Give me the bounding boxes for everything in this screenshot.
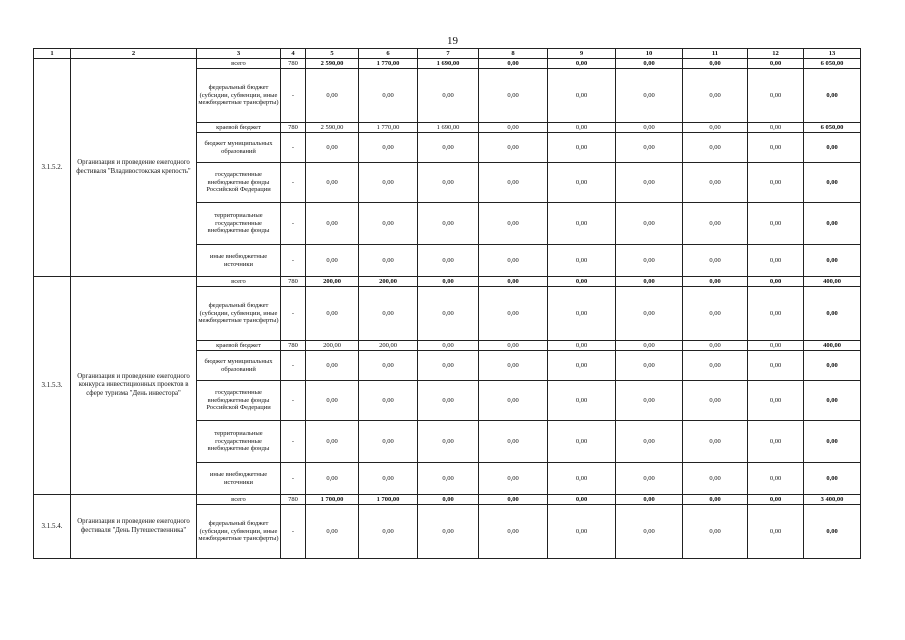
value-cell: 0,00 (616, 421, 683, 463)
column-header: 5 (306, 49, 359, 59)
item-name: Организация и проведение ежегодного фестиваля "День Путешественника" (71, 495, 197, 559)
value-cell: 0,00 (616, 245, 683, 277)
value-cell: 0,00 (683, 287, 748, 341)
value-cell: 0,00 (418, 133, 479, 163)
value-cell: 1 690,00 (418, 123, 479, 133)
column-header: 11 (683, 49, 748, 59)
value-cell: 0,00 (548, 203, 616, 245)
value-cell: 0,00 (748, 69, 804, 123)
funding-source: иные внебюджетные источники (197, 463, 281, 495)
value-cell: 2 590,00 (306, 59, 359, 69)
value-cell: 0,00 (359, 421, 418, 463)
value-cell: 0,00 (804, 69, 861, 123)
code-cell: - (281, 69, 306, 123)
item-code: 3.1.5.3. (34, 277, 71, 495)
value-cell: 0,00 (548, 133, 616, 163)
value-cell: 0,00 (616, 277, 683, 287)
value-cell: 0,00 (748, 59, 804, 69)
funding-source: государственные внебюджетные фонды Российской Федерации (197, 381, 281, 421)
column-header: 4 (281, 49, 306, 59)
value-cell: 0,00 (418, 163, 479, 203)
value-cell: 0,00 (748, 287, 804, 341)
value-cell: 0,00 (418, 505, 479, 559)
code-cell: 780 (281, 341, 306, 351)
value-cell: 200,00 (306, 277, 359, 287)
value-cell: 0,00 (616, 341, 683, 351)
column-header: 3 (197, 49, 281, 59)
value-cell: 0,00 (359, 351, 418, 381)
value-cell: 400,00 (804, 341, 861, 351)
value-cell: 0,00 (683, 203, 748, 245)
value-cell: 3 400,00 (804, 495, 861, 505)
value-cell: 1 770,00 (359, 59, 418, 69)
value-cell: 0,00 (418, 495, 479, 505)
funding-source: всего (197, 277, 281, 287)
value-cell: 0,00 (479, 421, 548, 463)
funding-source: государственные внебюджетные фонды Российской Федерации (197, 163, 281, 203)
value-cell: 0,00 (479, 123, 548, 133)
funding-source: федеральный бюджет (субсидии, субвенции, иные межбюджетные трансферты) (197, 69, 281, 123)
value-cell: 0,00 (548, 245, 616, 277)
code-cell: - (281, 421, 306, 463)
value-cell: 0,00 (804, 133, 861, 163)
value-cell: 0,00 (306, 163, 359, 203)
value-cell: 2 590,00 (306, 123, 359, 133)
value-cell: 0,00 (548, 123, 616, 133)
column-header: 1 (34, 49, 71, 59)
value-cell: 0,00 (748, 203, 804, 245)
value-cell: 0,00 (748, 245, 804, 277)
value-cell: 0,00 (616, 351, 683, 381)
value-cell: 0,00 (359, 381, 418, 421)
item-name: Организация и проведение ежегодного конкурса инвестиционных проектов в сфере туризма "День инвестора" (71, 277, 197, 495)
value-cell: 0,00 (683, 421, 748, 463)
funding-source: территориальные государственные внебюджетные фонды (197, 203, 281, 245)
value-cell: 0,00 (748, 277, 804, 287)
value-cell: 0,00 (359, 287, 418, 341)
column-header: 12 (748, 49, 804, 59)
funding-source: федеральный бюджет (субсидии, субвенции, иные межбюджетные трансферты) (197, 287, 281, 341)
value-cell: 0,00 (804, 463, 861, 495)
page-number: 19 (447, 35, 458, 47)
value-cell: 0,00 (548, 505, 616, 559)
value-cell: 0,00 (418, 421, 479, 463)
code-cell: 780 (281, 123, 306, 133)
value-cell: 0,00 (479, 463, 548, 495)
value-cell: 0,00 (804, 163, 861, 203)
value-cell: 0,00 (616, 495, 683, 505)
value-cell: 0,00 (616, 123, 683, 133)
item-code: 3.1.5.2. (34, 59, 71, 277)
column-header: 13 (804, 49, 861, 59)
value-cell: 0,00 (683, 133, 748, 163)
value-cell: 0,00 (748, 495, 804, 505)
value-cell: 0,00 (418, 245, 479, 277)
value-cell: 0,00 (616, 203, 683, 245)
value-cell: 200,00 (359, 277, 418, 287)
value-cell: 0,00 (548, 341, 616, 351)
value-cell: 0,00 (616, 59, 683, 69)
value-cell: 0,00 (748, 505, 804, 559)
value-cell: 0,00 (616, 133, 683, 163)
value-cell: 0,00 (306, 69, 359, 123)
value-cell: 0,00 (359, 203, 418, 245)
funding-source: всего (197, 495, 281, 505)
column-header: 9 (548, 49, 616, 59)
column-header: 10 (616, 49, 683, 59)
value-cell: 0,00 (306, 351, 359, 381)
value-cell: 0,00 (479, 351, 548, 381)
value-cell: 0,00 (479, 277, 548, 287)
value-cell: 0,00 (418, 287, 479, 341)
funding-source: краевой бюджет (197, 341, 281, 351)
code-cell: - (281, 163, 306, 203)
column-header: 8 (479, 49, 548, 59)
value-cell: 0,00 (683, 163, 748, 203)
value-cell: 0,00 (548, 69, 616, 123)
funding-source: бюджет муниципальных образований (197, 351, 281, 381)
value-cell: 0,00 (683, 69, 748, 123)
value-cell: 0,00 (479, 133, 548, 163)
value-cell: 0,00 (418, 463, 479, 495)
value-cell: 0,00 (748, 351, 804, 381)
code-cell: - (281, 381, 306, 421)
item-name: Организация и проведение ежегодного фестиваля "Владивостокская крепость" (71, 59, 197, 277)
value-cell: 0,00 (418, 203, 479, 245)
funding-source: территориальные государственные внебюджетные фонды (197, 421, 281, 463)
funding-source: всего (197, 59, 281, 69)
value-cell: 0,00 (418, 277, 479, 287)
value-cell: 1 770,00 (359, 123, 418, 133)
value-cell: 0,00 (548, 287, 616, 341)
value-cell: 0,00 (616, 505, 683, 559)
value-cell: 0,00 (306, 421, 359, 463)
value-cell: 0,00 (479, 381, 548, 421)
code-cell: - (281, 351, 306, 381)
column-header: 7 (418, 49, 479, 59)
table-row (34, 495, 861, 505)
value-cell: 0,00 (683, 245, 748, 277)
code-cell: 780 (281, 495, 306, 505)
value-cell: 6 050,00 (804, 59, 861, 69)
value-cell: 0,00 (479, 163, 548, 203)
value-cell: 0,00 (548, 463, 616, 495)
value-cell: 0,00 (359, 163, 418, 203)
value-cell: 0,00 (804, 351, 861, 381)
value-cell: 0,00 (804, 421, 861, 463)
value-cell: 0,00 (683, 123, 748, 133)
value-cell: 0,00 (306, 203, 359, 245)
funding-source: иные внебюджетные источники (197, 245, 281, 277)
value-cell: 0,00 (548, 59, 616, 69)
value-cell: 0,00 (748, 341, 804, 351)
funding-source: краевой бюджет (197, 123, 281, 133)
budget-table (33, 48, 861, 559)
code-cell: - (281, 203, 306, 245)
value-cell: 0,00 (683, 381, 748, 421)
value-cell: 0,00 (306, 505, 359, 559)
value-cell: 6 050,00 (804, 123, 861, 133)
value-cell: 1 700,00 (359, 495, 418, 505)
value-cell: 200,00 (306, 341, 359, 351)
value-cell: 200,00 (359, 341, 418, 351)
column-header: 2 (71, 49, 197, 59)
code-cell: - (281, 505, 306, 559)
value-cell: 0,00 (683, 59, 748, 69)
value-cell: 0,00 (804, 505, 861, 559)
item-code: 3.1.5.4. (34, 495, 71, 559)
value-cell: 0,00 (479, 245, 548, 277)
code-cell: 780 (281, 277, 306, 287)
value-cell: 0,00 (479, 203, 548, 245)
value-cell: 0,00 (804, 203, 861, 245)
value-cell: 0,00 (418, 69, 479, 123)
table-row (34, 59, 861, 69)
value-cell: 0,00 (359, 133, 418, 163)
code-cell: - (281, 245, 306, 277)
value-cell: 1 690,00 (418, 59, 479, 69)
value-cell: 0,00 (479, 505, 548, 559)
value-cell: 0,00 (804, 245, 861, 277)
value-cell: 0,00 (616, 463, 683, 495)
value-cell: 0,00 (359, 69, 418, 123)
funding-source: бюджет муниципальных образований (197, 133, 281, 163)
value-cell: 0,00 (479, 69, 548, 123)
value-cell: 1 700,00 (306, 495, 359, 505)
value-cell: 0,00 (748, 133, 804, 163)
value-cell: 0,00 (548, 351, 616, 381)
value-cell: 0,00 (683, 351, 748, 381)
value-cell: 0,00 (616, 69, 683, 123)
value-cell: 0,00 (479, 341, 548, 351)
table-row (34, 277, 861, 287)
value-cell: 400,00 (804, 277, 861, 287)
value-cell: 0,00 (683, 463, 748, 495)
value-cell: 0,00 (748, 163, 804, 203)
header-row (34, 49, 861, 59)
code-cell: 780 (281, 59, 306, 69)
value-cell: 0,00 (306, 463, 359, 495)
code-cell: - (281, 463, 306, 495)
value-cell: 0,00 (306, 287, 359, 341)
funding-source: федеральный бюджет (субсидии, субвенции, иные межбюджетные трансферты) (197, 505, 281, 559)
value-cell: 0,00 (359, 463, 418, 495)
code-cell: - (281, 287, 306, 341)
value-cell: 0,00 (548, 381, 616, 421)
value-cell: 0,00 (616, 163, 683, 203)
value-cell: 0,00 (683, 495, 748, 505)
code-cell: - (281, 133, 306, 163)
value-cell: 0,00 (418, 381, 479, 421)
value-cell: 0,00 (683, 277, 748, 287)
value-cell: 0,00 (804, 287, 861, 341)
value-cell: 0,00 (548, 277, 616, 287)
value-cell: 0,00 (306, 381, 359, 421)
value-cell: 0,00 (748, 381, 804, 421)
value-cell: 0,00 (616, 381, 683, 421)
value-cell: 0,00 (306, 133, 359, 163)
value-cell: 0,00 (683, 341, 748, 351)
value-cell: 0,00 (418, 341, 479, 351)
value-cell: 0,00 (548, 163, 616, 203)
column-header: 6 (359, 49, 418, 59)
value-cell: 0,00 (479, 59, 548, 69)
value-cell: 0,00 (359, 505, 418, 559)
value-cell: 0,00 (479, 287, 548, 341)
value-cell: 0,00 (479, 495, 548, 505)
value-cell: 0,00 (748, 463, 804, 495)
value-cell: 0,00 (548, 421, 616, 463)
value-cell: 0,00 (748, 421, 804, 463)
value-cell: 0,00 (616, 287, 683, 341)
value-cell: 0,00 (418, 351, 479, 381)
value-cell: 0,00 (548, 495, 616, 505)
value-cell: 0,00 (683, 505, 748, 559)
value-cell: 0,00 (306, 245, 359, 277)
value-cell: 0,00 (804, 381, 861, 421)
value-cell: 0,00 (748, 123, 804, 133)
value-cell: 0,00 (359, 245, 418, 277)
